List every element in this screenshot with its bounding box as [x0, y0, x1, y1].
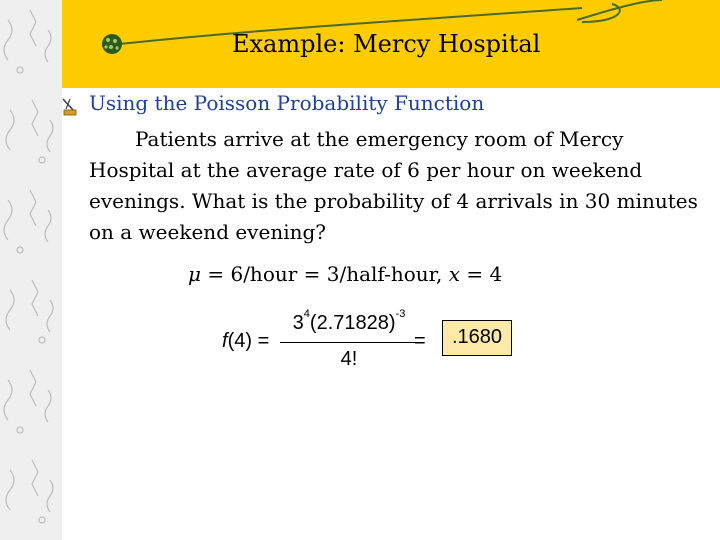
problem-paragraph	[89, 124, 699, 248]
result-box: .1680	[442, 320, 512, 356]
mu-symbol: μ	[188, 262, 201, 286]
decorative-side-band	[0, 0, 62, 540]
problem-text: Patients arrive at the emergency room of Mercy Hospital at the average rate of 6 per hour on weekend evenings. What is the probability of 4 arrivals in 30 minutes on a weekend evening?	[89, 127, 698, 244]
title-bar	[62, 0, 720, 88]
function-f: f	[222, 330, 228, 352]
given-values	[188, 262, 502, 286]
function-arg: (4) =	[227, 330, 270, 352]
formula-equals: =	[414, 330, 426, 352]
formula-denominator: 4!	[340, 348, 358, 370]
mu-value: = 6/hour = 3/half-hour,	[201, 262, 449, 286]
pen-bullet-icon	[60, 97, 80, 117]
formula-lhs	[222, 330, 269, 353]
formula-numerator	[280, 308, 418, 335]
fraction-bar	[280, 342, 418, 343]
numerator-e: (2.71828)	[309, 312, 396, 334]
bullet-heading: Using the Poisson Probability Function	[89, 91, 485, 115]
numerator-e-exponent: -3	[395, 308, 406, 321]
slide-title: Example: Mercy Hospital	[232, 30, 541, 58]
floral-pattern	[0, 0, 62, 540]
x-symbol: x	[448, 262, 461, 286]
x-value: = 4	[460, 262, 503, 286]
numerator-exponent: 4	[303, 308, 310, 321]
numerator-base: 3	[292, 312, 304, 334]
globe-icon	[102, 34, 122, 54]
